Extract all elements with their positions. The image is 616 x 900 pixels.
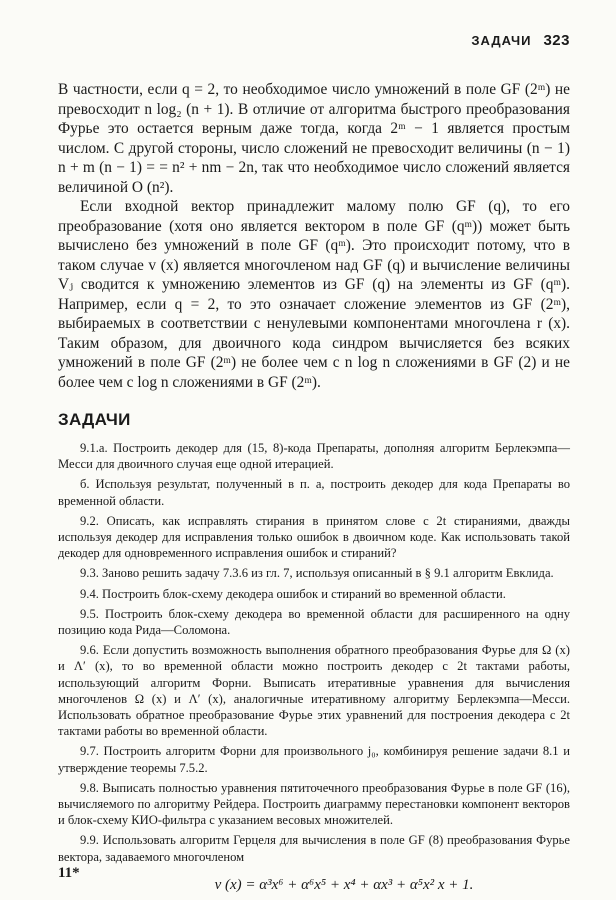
problem-list	[58, 440, 570, 865]
running-header-title: ЗАДАЧИ	[471, 33, 532, 48]
paragraph-1: В частности, если q = 2, то необходимое число умножений в поле GF (2ᵐ) не превосходит n log₂ (n + 1). В отличие от алгоритма быстрого преобразования Фурье это остается верным даже тогда, когда 2ᵐ − 1 является простым числом. С другой стороны, число сложений не превосходит величины (n − 1) n + m (n − 1) = = n² + nm − 2n, так что необходимое число сложений является величиной O (n²).	[58, 81, 570, 196]
problem-item: 9.7. Построить алгоритм Форни для произвольного j₀, комбинируя решение задачи 8.1 и утверждение теоремы 7.5.2.	[58, 744, 570, 775]
problem-item: 9.8. Выписать полностью уравнения пятиточечного преобразования Фурье в поле GF (16), вычисляемого по алгоритму Рейдера. Построить диаграмму перестановки компонент векторов и блок-схему КИО-фильтра с указанием весовых множителей.	[58, 780, 570, 828]
problem-item: 9.9. Использовать алгоритм Герцеля для вычисления в поле GF (8) преобразования Фурье вектора, задаваемого многочленом	[58, 833, 570, 864]
problem-item: 9.3. Заново решить задачу 7.3.6 из гл. 7, используя описанный в § 9.1 алгоритм Евклида.	[80, 566, 554, 581]
formula: v (x) = α³x⁶ + α⁶x⁵ + x⁴ + αx³ + α⁵x² x + 1.	[214, 876, 474, 893]
problem-item: 9.5. Построить блок-схему декодера во временной области для расширенного на одну позицию кода Рида—Соломона.	[58, 606, 570, 638]
problem-item: 9.4. Построить блок-схему декодера ошибок и стираний во временной области.	[80, 586, 506, 601]
page-number: 323	[543, 32, 570, 49]
problem-item: 9.6. Если допустить возможность выполнения обратного преобразования Фурье для Ω (x) и Λ′ (x), то во временной области можно построить декодер с 2t тактами работы, использующий алгоритм Форни. Выписать итеративные уравнения для вычисления многочленов Ω (x) и Λ′ (x), аналогичные итеративному алгоритму Берлекэмпа—Месси. Использовать обратное преобразование Фурье этих уравнений для построения декодера с 2t тактами работы во временной области.	[58, 643, 570, 739]
problem-item: 9.1.а. Построить декодер для (15, 8)-кода Препараты, дополняя алгоритм Берлекэмпа—Месси для двоичного случая еще одной итерацией.	[58, 441, 570, 472]
paragraph-2: Если входной вектор принадлежит малому полю GF (q), то его преобразование (хотя оно является вектором в поле GF (qᵐ)) может быть вычислено без умножений в поле GF (qᵐ). Это происходит потому, что в таком случае v (x) является многочленом над GF (q) и вычисление величины Vⱼ сводится к умножению элементов из GF (q) на элементы из GF (qᵐ). Например, если q = 2, то это означает сложение элементов из GF (2ᵐ), выбираемых в соответствии с ненулевыми компонентами многочлена r (x). Таким образом, для двоичного кода синдром вычисляется без всяких умножений в поле GF (2ᵐ) не более чем с n log n сложениями в GF (2) и не более чем с log n сложениями в GF (2ᵐ).	[58, 198, 570, 391]
problem-item: б. Используя результат, полученный в п. а, построить декодер для кода Препараты во временной области.	[58, 477, 570, 508]
problem-item: 9.2. Описать, как исправлять стирания в принятом слове с 2t стираниями, дважды используя декодер для исправления только ошибок в двоичном коде. Как использовать такой декодер для одновременного исправления ошибок и стираний?	[58, 513, 570, 561]
main-text	[58, 80, 570, 392]
section-title: ЗАДАЧИ	[58, 410, 131, 429]
signature-mark: 11*	[58, 865, 80, 881]
running-header	[58, 32, 570, 54]
document-page	[58, 32, 570, 893]
